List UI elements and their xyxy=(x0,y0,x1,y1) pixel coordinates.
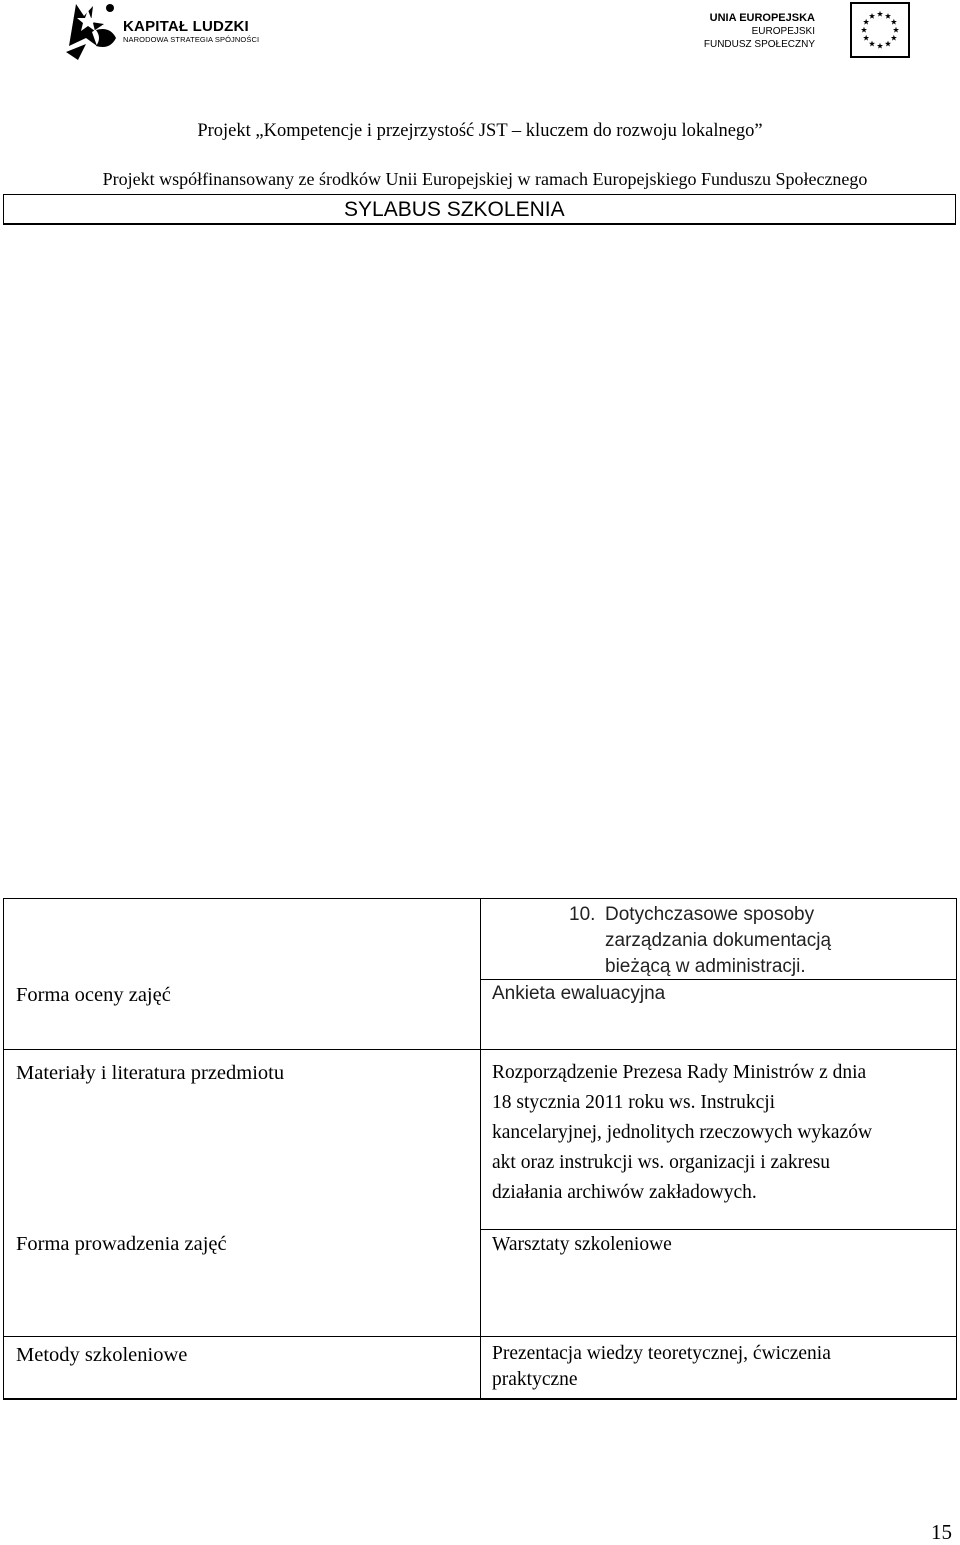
row-label-materials: Materiały i literatura przedmiotu xyxy=(16,1062,285,1084)
eu-flag-icon xyxy=(850,2,910,58)
eu-star-icon xyxy=(861,27,867,33)
eu-star-icon xyxy=(863,35,869,41)
eu-star-icon xyxy=(891,35,897,41)
kapital-ludzki-subtitle: NARODOWA STRATEGIA SPÓJNOŚCI xyxy=(123,35,260,44)
continued-item-line: zarządzania dokumentacją xyxy=(605,930,832,951)
unia-europejska-logo xyxy=(705,2,910,60)
eu-star-icon xyxy=(877,11,883,17)
row-value-materials-line: Rozporządzenie Prezesa Rady Ministrów z dnia xyxy=(492,1062,867,1083)
syllabus-title: SYLABUS SZKOLENIA xyxy=(344,198,565,221)
page-number: 15 xyxy=(931,1520,952,1544)
eu-star-icon xyxy=(877,43,883,49)
eu-star-icon xyxy=(869,41,875,47)
table-row-divider xyxy=(480,979,956,980)
table-row-divider xyxy=(4,1336,956,1337)
eu-star-icon xyxy=(891,19,897,25)
eu-logo-line3: FUNDUSZ SPOŁECZNY xyxy=(703,39,815,50)
row-value-materials-line: działania archiwów zakładowych. xyxy=(492,1182,757,1203)
kapital-ludzki-title: KAPITAŁ LUDZKI xyxy=(123,18,249,35)
syllabus-table xyxy=(3,898,957,1400)
kapital-ludzki-emblem-icon xyxy=(66,2,120,62)
table-row-divider xyxy=(4,1049,956,1050)
row-value-methods-line: praktyczne xyxy=(492,1369,578,1390)
eu-logo-line1: UNIA EUROPEJSKA xyxy=(709,12,815,24)
table-column-divider xyxy=(480,899,481,1398)
row-value-methods-line: Prezentacja wiedzy teoretycznej, ćwiczenia xyxy=(492,1343,831,1364)
project-title: Projekt „Kompetencje i przejrzystość JST – kluczem do rozwoju lokalnego” xyxy=(197,121,763,141)
syllabus-title-box xyxy=(3,194,956,225)
row-value-assessment: Ankieta ewaluacyjna xyxy=(492,983,666,1004)
row-value-delivery-form: Warsztaty szkoleniowe xyxy=(492,1234,672,1255)
row-label-delivery-form: Forma prowadzenia zajęć xyxy=(16,1233,227,1255)
continued-item-line: Dotychczasowe sposoby xyxy=(605,904,815,925)
cofinanced-note: Projekt współfinansowany ze środków Unii Europejskiej w ramach Europejskiego Funduszu Społecznego xyxy=(102,169,868,189)
row-value-materials-line: 18 stycznia 2011 roku ws. Instrukcji xyxy=(492,1092,776,1113)
continued-item-line: bieżącą w administracji. xyxy=(605,956,806,977)
kapital-ludzki-logo xyxy=(66,2,266,62)
eu-star-icon xyxy=(893,27,899,33)
continued-item-number: 10. xyxy=(569,904,596,925)
eu-star-icon xyxy=(863,19,869,25)
row-value-materials-line: akt oraz instrukcji ws. organizacji i zakresu xyxy=(492,1152,831,1173)
eu-star-icon xyxy=(885,13,891,19)
eu-logo-line2: EUROPEJSKI xyxy=(751,26,815,37)
row-label-methods: Metody szkoleniowe xyxy=(16,1344,188,1366)
eu-star-icon xyxy=(885,41,891,47)
row-label-assessment: Forma oceny zajęć xyxy=(16,984,171,1006)
row-value-materials-line: kancelaryjnej, jednolitych rzeczowych wykazów xyxy=(492,1122,873,1143)
eu-star-icon xyxy=(869,13,875,19)
